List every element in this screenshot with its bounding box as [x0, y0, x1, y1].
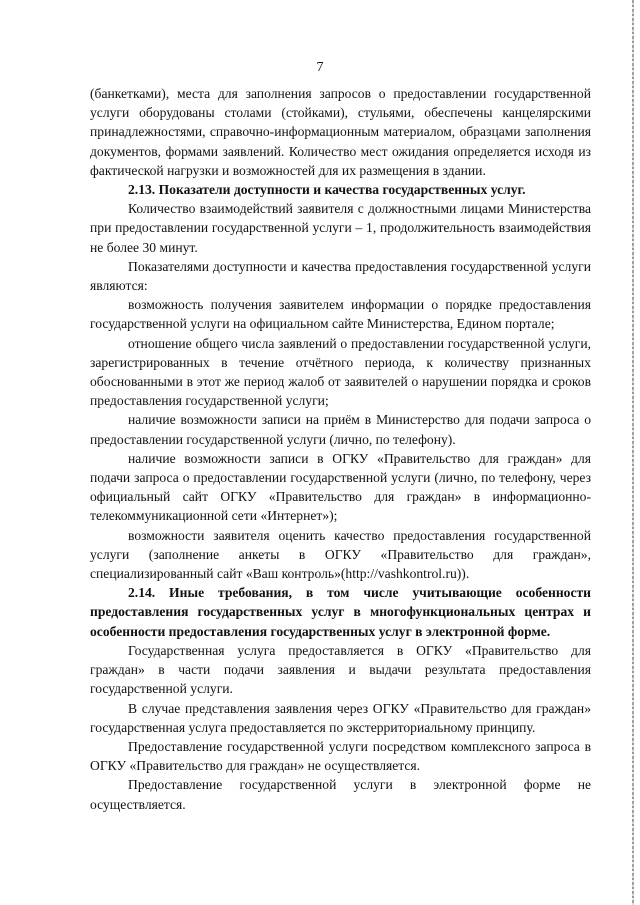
paragraph-indicator-ogku-appointment: наличие возможности записи в ОГКУ «Правительство для граждан» для подачи запроса о предоставлении государственной услуги (лично, по телефону, через официальный сайт ОГКУ «Правительство для граждан» в информационно-телекоммуникационной сети «Интернет»); [90, 450, 591, 524]
paragraph-indicator-ministry-appointment: наличие возможности записи на приём в Министерство для подачи запроса о предоставлении государственной услуги (лично, по телефону). [90, 412, 591, 447]
paragraph-extraterritorial-principle: В случае представления заявления через ОГКУ «Правительство для граждан» государственная услуга предоставляется по экстерриториальному принципу. [90, 700, 591, 735]
page-number: 7 [316, 60, 324, 75]
paragraph-complex-request: Предоставление государственной услуги посредством комплексного запроса в ОГКУ «Правительство для граждан» не осуществляется. [90, 738, 591, 774]
paragraph-indicator-quality-assessment: возможности заявителя оценить качество предоставления государственной услуги (заполнение анкеты в ОГКУ «Правительство для граждан», специализированный сайт «Ваш контроль»(http://vashkontrol.ru)). [90, 527, 591, 582]
section-heading-2-14: 2.14. Иные требования, в том числе учитывающие особенности предоставления государственных услуг в многофункциональных центрах и особенности предоставления государственных услуг в электронной форме. [90, 585, 591, 639]
paragraph-indicator-complaints-ratio: отношение общего числа заявлений о предоставлении государственной услуги, зарегистрированных в течение отчётного периода, к количеству признанных обоснованными в этот же период жалоб от заявителей о нарушении порядка и сроков предоставления государственной услуги; [90, 335, 591, 409]
paragraph-electronic-form: Предоставление государственной услуги в электронной форме не осуществляется. [90, 777, 591, 812]
paragraph-ogku-provision: Государственная услуга предоставляется в ОГКУ «Правительство для граждан» в части подачи заявления и выдачи результата предоставления государственной услуги. [90, 642, 591, 697]
paragraph-indicator-information: возможность получения заявителем информации о порядке предоставления государственной услуги на официальном сайте Министерства, Едином портале; [90, 297, 591, 332]
document-body [90, 84, 591, 814]
paragraph-indicators-intro: Показателями доступности и качества предоставления государственной услуги являются: [90, 258, 591, 294]
section-heading-2-13: 2.13. Показатели доступности и качества государственных услуг. [128, 182, 526, 198]
paragraph-waiting-area-equipment: (банкетками), места для заполнения запросов о предоставлении государственной услуги оборудованы столами (стойками), стульями, обеспечены канцелярскими принадлежностями, справочно-информационным материалом, образцами заполнения документов, формами заявлений. Количество мест ожидания определяется исходя из фактической нагрузки и возможностей для их размещения в здании. [90, 86, 591, 178]
scan-edge-decoration [632, 0, 634, 905]
paragraph-interactions-count: Количество взаимодействий заявителя с должностными лицами Министерства при предоставлении государственной услуги – 1, продолжительность взаимодействия не более 30 минут. [90, 201, 591, 255]
